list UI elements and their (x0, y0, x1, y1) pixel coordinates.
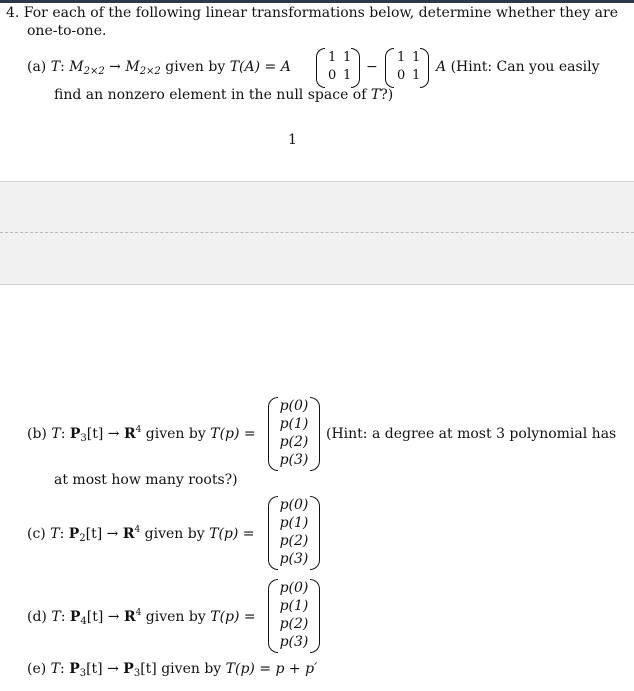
part-b-hint-continued: at most how many roots?) (54, 472, 238, 488)
part-c-colon: : (59, 526, 65, 542)
part-c-domain: $P_2[t]$ (68, 526, 103, 544)
part-b-lhs: T(p) = (210, 426, 256, 442)
part-a-hint-continued (54, 86, 393, 104)
part-d-vector (268, 579, 320, 653)
part-c-lhs: T(p) = (209, 526, 255, 542)
part-a-label: (a) (27, 59, 47, 75)
part-a-map-symbol: T (50, 59, 61, 75)
part-e-codomain: $P_3[t]$ (123, 661, 157, 679)
matrix-cell: 1 (412, 50, 421, 65)
part-a-given-by: given by (165, 59, 226, 75)
part-b-domain: $P_3[t]$ (69, 426, 104, 444)
part-c-statement (27, 525, 255, 545)
vector-entry: p(0) (279, 497, 309, 513)
part-e-label: (e) (27, 661, 47, 677)
vector-entry: p(3) (279, 452, 309, 468)
part-a-hint-end: ?) (380, 87, 394, 103)
vector-entry: p(2) (279, 434, 309, 450)
matrix-cell: 1 (397, 50, 406, 65)
part-c-map-symbol: T (50, 526, 60, 542)
page-break (0, 181, 634, 285)
part-d-statement (27, 608, 256, 628)
part-e-map-symbol: T (50, 661, 61, 677)
matrix-cell: 1 (328, 50, 337, 65)
part-a-matrix-right (385, 48, 429, 86)
part-b-colon: : (60, 426, 66, 442)
part-d-codomain: $R^4$ (123, 608, 142, 625)
part-b-given-by: given by (145, 426, 206, 442)
matrix-cell: 1 (343, 50, 352, 65)
part-d-label: (d) (27, 609, 47, 625)
part-b-arrow: → (107, 426, 120, 442)
part-a-hint-text: find an nonzero element in the null space of (54, 87, 367, 103)
vector-entry: p(0) (279, 398, 309, 414)
part-c-given-by: given by (144, 526, 205, 542)
part-e-given-by: given by (161, 661, 222, 677)
page-number: 1 (288, 132, 297, 148)
part-a-hint-start (436, 58, 600, 76)
part-a-statement (27, 58, 291, 78)
part-d-lhs: T(p) = (210, 609, 256, 625)
matrix-cell: 0 (397, 68, 406, 83)
part-b-statement (27, 425, 256, 445)
part-c-codomain: $R^4$ (122, 525, 141, 542)
matrix-cell: 1 (343, 68, 352, 83)
problem-intro-line2: one-to-one. (27, 23, 107, 39)
page-break-dashed-line (0, 232, 634, 233)
part-a-minus: − (366, 59, 378, 75)
vector-entry: p(2) (279, 616, 309, 632)
part-e-formula: T(p) = p + p′ (225, 661, 318, 677)
part-a-domain: $M_{2\times 2}$ (69, 59, 105, 77)
part-c-label: (c) (27, 526, 46, 542)
part-d-arrow: → (107, 609, 120, 625)
part-a-colon: : (60, 59, 65, 75)
part-a-codomain: $M_{2\times 2}$ (125, 59, 161, 77)
part-e-statement (27, 660, 317, 680)
part-a-matrix-left (316, 48, 360, 86)
part-e-domain: $P_3[t]$ (69, 661, 103, 679)
vector-entry: p(1) (279, 416, 309, 432)
part-a-hint-T: T (370, 87, 381, 103)
part-a-lhs: T(A) = A (229, 59, 291, 75)
part-c-vector (268, 496, 320, 570)
part-b-label: (b) (27, 426, 47, 442)
part-d-map-symbol: T (51, 609, 61, 625)
part-b-map-symbol: T (51, 426, 61, 442)
part-b-codomain: $R^4$ (123, 425, 142, 442)
matrix-cell: 0 (328, 68, 337, 83)
part-e-colon: : (60, 661, 65, 677)
part-d-colon: : (60, 609, 66, 625)
part-a-hint: (Hint: Can you easily (450, 59, 600, 75)
part-e-arrow: → (107, 661, 119, 677)
part-a-arrow: → (109, 59, 121, 75)
matrix-cell: 1 (412, 68, 421, 83)
part-c-arrow: → (106, 526, 119, 542)
vector-entry: p(3) (279, 634, 309, 650)
vector-entry: p(0) (279, 580, 309, 596)
vector-entry: p(1) (279, 598, 309, 614)
vector-entry: p(1) (279, 515, 309, 531)
part-d-domain: $P_4[t]$ (69, 609, 104, 627)
part-a-rhs-matrix: A (436, 59, 447, 75)
vector-entry: p(2) (279, 533, 309, 549)
window-top-border (0, 0, 634, 3)
problem-intro-line1: 4. For each of the following linear transformations below, determine whether they are (6, 5, 619, 21)
vector-entry: p(3) (279, 551, 309, 567)
part-b-vector (268, 397, 320, 471)
part-d-given-by: given by (145, 609, 206, 625)
part-b-hint: (Hint: a degree at most 3 polynomial has (326, 426, 617, 442)
